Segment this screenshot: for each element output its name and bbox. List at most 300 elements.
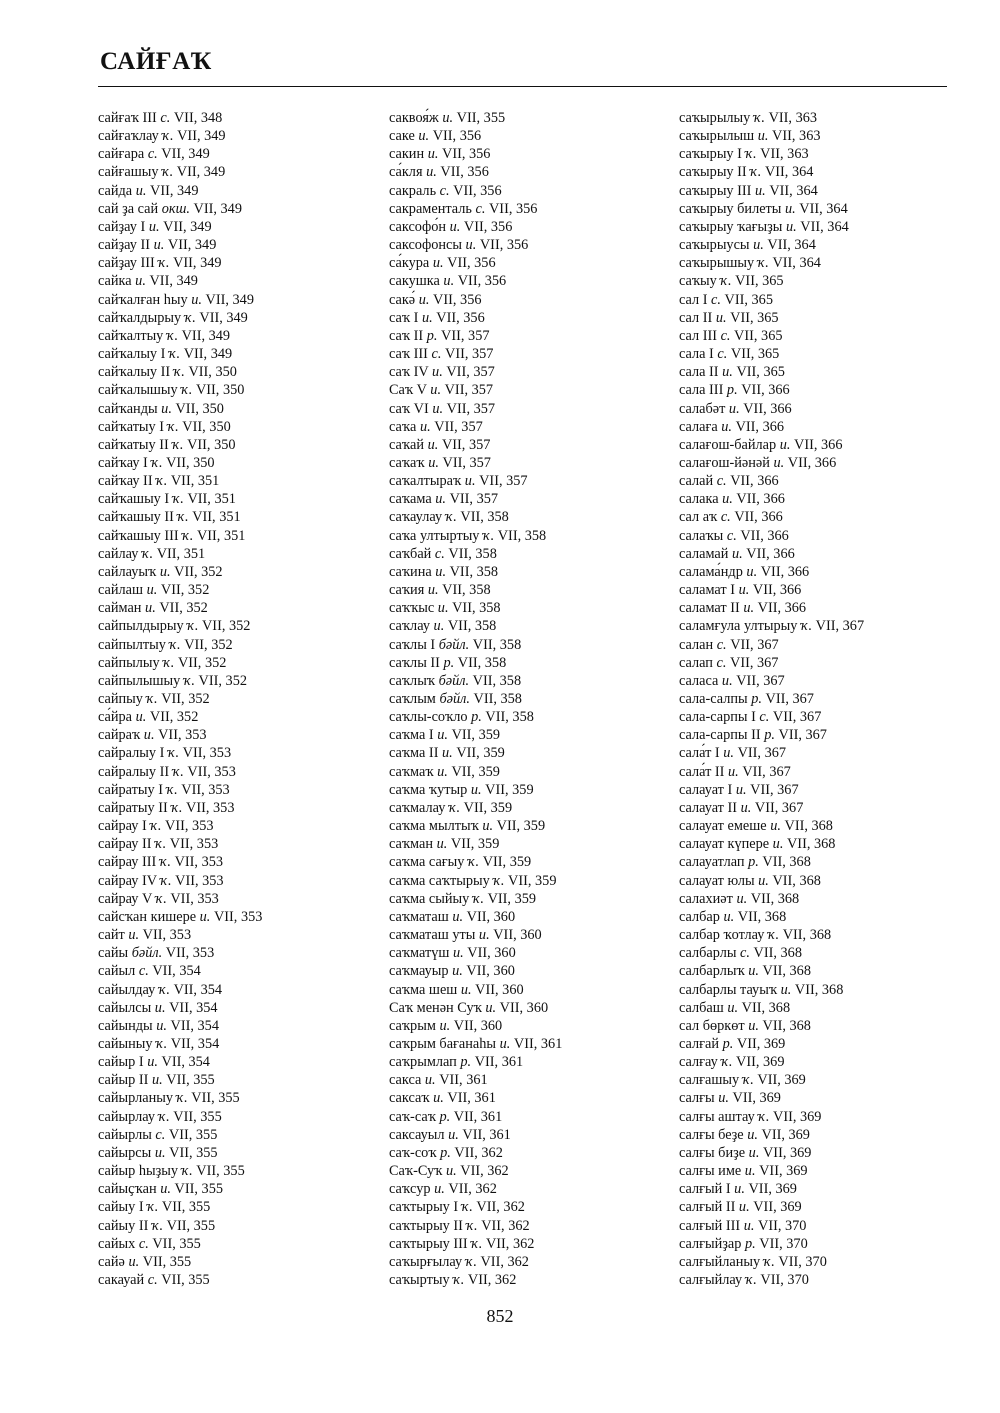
headword: сайыҫҡан bbox=[98, 1181, 157, 1198]
grammar-label: и. bbox=[443, 273, 455, 290]
dictionary-entry bbox=[679, 1089, 864, 1107]
grammar-label: ҡ. bbox=[493, 872, 505, 889]
dictionary-entry bbox=[679, 835, 864, 853]
volume-reference: VII, 359 bbox=[479, 854, 532, 871]
dictionary-entry bbox=[389, 291, 562, 309]
headword: сайрау II bbox=[98, 836, 152, 853]
grammar-label: ҡ. bbox=[171, 799, 183, 816]
headword: саҡрым бағанаһы bbox=[389, 1035, 497, 1052]
grammar-label: и. bbox=[722, 491, 733, 508]
dictionary-entry bbox=[98, 1217, 262, 1235]
headword: сайҡалдырыу bbox=[98, 309, 182, 326]
dictionary-entry bbox=[389, 145, 562, 163]
dictionary-entry bbox=[98, 436, 262, 454]
volume-reference: VII, 358 bbox=[456, 509, 509, 526]
headword: Саҡ V bbox=[389, 382, 427, 399]
grammar-label: и. bbox=[427, 146, 439, 163]
dictionary-entry bbox=[679, 272, 864, 290]
grammar-label: ҡ. bbox=[166, 327, 179, 344]
grammar-label: и. bbox=[445, 1163, 457, 1180]
headword: саҡина bbox=[389, 563, 432, 580]
headword: сайда bbox=[98, 182, 133, 199]
volume-reference: VII, 355 bbox=[187, 1090, 240, 1107]
headword: саҡматаш уты bbox=[389, 927, 476, 944]
dictionary-entry bbox=[679, 200, 864, 218]
volume-reference: VII, 369 bbox=[755, 1163, 808, 1180]
volume-reference: VII, 355 bbox=[157, 1272, 210, 1288]
headword: салабәт bbox=[679, 400, 726, 417]
dictionary-entry bbox=[389, 345, 562, 363]
grammar-label: и. bbox=[432, 255, 444, 272]
volume-reference: VII, 370 bbox=[754, 1217, 807, 1234]
headword: саҡырышыу bbox=[679, 255, 755, 272]
headword: саҡырыу II bbox=[679, 164, 747, 181]
grammar-label: ҡ. bbox=[472, 890, 484, 907]
headword: сала́т II bbox=[679, 763, 725, 780]
dictionary-entry bbox=[679, 636, 864, 654]
grammar-label: и. bbox=[460, 981, 472, 998]
dictionary-entry bbox=[98, 145, 262, 163]
grammar-label: ҡ. bbox=[173, 364, 185, 381]
grammar-label: с. bbox=[726, 527, 737, 544]
grammar-label: ҡ. bbox=[183, 672, 195, 689]
dictionary-entry bbox=[98, 1108, 262, 1126]
dictionary-entry bbox=[679, 436, 864, 454]
headword: сал бөркөт bbox=[679, 1017, 745, 1034]
dictionary-entry bbox=[389, 654, 562, 672]
volume-reference: VII, 352 bbox=[180, 636, 233, 653]
headword: саҡырыу ҡағыҙы bbox=[679, 218, 783, 235]
grammar-label: ҡ. bbox=[166, 781, 178, 798]
grammar-label: и. bbox=[434, 1181, 445, 1198]
dictionary-entry bbox=[98, 363, 262, 381]
headword: саҡма ҡутыр bbox=[389, 781, 468, 798]
headword: саҡматүш bbox=[389, 945, 450, 962]
dictionary-entry bbox=[679, 254, 864, 272]
dictionary-entry bbox=[679, 1198, 864, 1216]
dictionary-entry bbox=[98, 1235, 262, 1253]
headword: салахиәт bbox=[679, 890, 733, 907]
dictionary-entry bbox=[679, 472, 864, 490]
volume-reference: VII, 356 bbox=[429, 128, 482, 145]
headword: саҡырыу билеты bbox=[679, 200, 782, 217]
grammar-label: р. bbox=[764, 727, 775, 744]
headword: салаға bbox=[679, 418, 718, 435]
headword: сайпылтыу bbox=[98, 636, 166, 653]
headword: саҡаҡ bbox=[389, 454, 425, 471]
dictionary-entry bbox=[679, 400, 864, 418]
grammar-label: и. bbox=[199, 908, 211, 925]
headword: саҡмаҡ bbox=[389, 763, 434, 780]
grammar-label: ҡ. bbox=[172, 491, 184, 508]
volume-reference: VII, 360 bbox=[489, 927, 542, 944]
volume-reference: VII, 352 bbox=[198, 618, 251, 635]
dictionary-entry bbox=[98, 218, 262, 236]
grammar-label: и. bbox=[128, 1253, 140, 1270]
volume-reference: VII, 359 bbox=[484, 890, 537, 907]
volume-reference: VII, 350 bbox=[192, 382, 245, 399]
volume-reference: VII, 353 bbox=[179, 745, 232, 762]
dictionary-entry bbox=[98, 636, 262, 654]
grammar-label: ҡ. bbox=[181, 382, 193, 399]
dictionary-entry bbox=[679, 1108, 864, 1126]
volume-reference: VII, 358 bbox=[454, 654, 507, 671]
volume-reference: VII, 354 bbox=[148, 963, 201, 980]
dictionary-entry bbox=[98, 563, 262, 581]
volume-reference: VII, 354 bbox=[167, 1035, 220, 1052]
volume-reference: VII, 358 bbox=[446, 563, 499, 580]
dictionary-entry bbox=[98, 799, 262, 817]
volume-reference: VII, 369 bbox=[744, 1181, 797, 1198]
grammar-label: и. bbox=[465, 237, 477, 254]
headword: саҡтырыу III bbox=[389, 1235, 468, 1252]
volume-reference: VII, 369 bbox=[769, 1108, 822, 1125]
dictionary-entry bbox=[389, 1235, 562, 1253]
dictionary-entry bbox=[98, 599, 262, 617]
grammar-label: бәйл. bbox=[131, 945, 163, 962]
dictionary-entry bbox=[679, 454, 864, 472]
headword: салғый III bbox=[679, 1217, 741, 1234]
headword: сайә bbox=[98, 1253, 125, 1270]
volume-reference: VII, 366 bbox=[739, 400, 792, 417]
grammar-label: и. bbox=[437, 763, 448, 780]
headword: саҡ IV bbox=[389, 364, 429, 381]
volume-reference: VII, 364 bbox=[795, 200, 848, 217]
grammar-label: и. bbox=[135, 273, 146, 290]
grammar-label: и. bbox=[736, 890, 748, 907]
dictionary-entry bbox=[98, 890, 262, 908]
grammar-label: ҡ. bbox=[461, 1199, 473, 1216]
grammar-label: и. bbox=[721, 418, 732, 435]
dictionary-entry bbox=[679, 726, 864, 744]
dictionary-entry bbox=[98, 127, 262, 145]
volume-reference: VII, 367 bbox=[812, 618, 865, 635]
volume-reference: VII, 358 bbox=[438, 582, 491, 599]
volume-reference: VII, 363 bbox=[765, 110, 818, 126]
grammar-label: ҡ. bbox=[159, 854, 171, 871]
dictionary-entry bbox=[389, 418, 562, 436]
headword: саҡма сыйыу bbox=[389, 890, 470, 907]
headword: салауатлап bbox=[679, 854, 745, 871]
dictionary-entry bbox=[98, 1162, 262, 1180]
volume-reference: VII, 362 bbox=[450, 1144, 503, 1161]
volume-reference: VII, 353 bbox=[182, 799, 235, 816]
volume-reference: VII, 367 bbox=[738, 763, 791, 780]
headword: саҡрымлап bbox=[389, 1054, 457, 1071]
grammar-label: ҡ. bbox=[483, 527, 495, 544]
volume-reference: VII, 357 bbox=[430, 418, 483, 435]
headword: сайпылыу bbox=[98, 654, 160, 671]
volume-reference: VII, 366 bbox=[742, 545, 795, 562]
dictionary-entry bbox=[98, 327, 262, 345]
volume-reference: VII, 352 bbox=[174, 654, 227, 671]
headword: са́кля bbox=[389, 164, 423, 181]
headword: сайралыу II bbox=[98, 763, 170, 780]
grammar-label: ҡ. bbox=[169, 346, 181, 363]
grammar-label: ҡ. bbox=[150, 818, 162, 835]
headword: саҡма мылтыҡ bbox=[389, 818, 479, 835]
headword: сайралыу I bbox=[98, 745, 165, 762]
dictionary-entry bbox=[98, 109, 262, 127]
headword: сал аҡ bbox=[679, 509, 718, 526]
grammar-label: и. bbox=[746, 563, 758, 580]
volume-reference: VII, 365 bbox=[730, 327, 783, 344]
headword: сала́т I bbox=[679, 745, 720, 762]
headword: саҡырыусы bbox=[679, 237, 750, 254]
dictionary-entry bbox=[389, 636, 562, 654]
dictionary-entry bbox=[679, 799, 864, 817]
volume-reference: VII, 357 bbox=[441, 382, 494, 399]
dictionary-entry bbox=[98, 726, 262, 744]
dictionary-entry bbox=[98, 1198, 262, 1216]
volume-reference: VII, 365 bbox=[727, 346, 780, 363]
entry-column-2 bbox=[389, 109, 562, 1289]
headword: сайҡашыу III bbox=[98, 527, 179, 544]
dictionary-entry bbox=[389, 545, 562, 563]
grammar-label: р. bbox=[748, 854, 759, 871]
grammar-label: и. bbox=[159, 563, 171, 580]
dictionary-entry bbox=[389, 127, 562, 145]
dictionary-entry bbox=[98, 908, 262, 926]
headword: сала I bbox=[679, 346, 714, 363]
dictionary-entry bbox=[98, 1089, 262, 1107]
volume-reference: VII, 358 bbox=[494, 527, 547, 544]
volume-reference: VII, 366 bbox=[754, 600, 807, 617]
dictionary-entry bbox=[389, 454, 562, 472]
headword: саҡрым bbox=[389, 1017, 436, 1034]
grammar-label: и. bbox=[452, 963, 463, 980]
headword: сайырсы bbox=[98, 1144, 152, 1161]
headword: сала-сарпы I bbox=[679, 709, 756, 726]
grammar-label: ҡ. bbox=[172, 436, 184, 453]
volume-reference: VII, 355 bbox=[453, 110, 506, 126]
dictionary-entry bbox=[389, 890, 562, 908]
grammar-label: р. bbox=[744, 1235, 756, 1252]
volume-reference: VII, 358 bbox=[481, 709, 534, 726]
volume-reference: VII, 352 bbox=[157, 582, 210, 599]
grammar-label: и. bbox=[728, 763, 739, 780]
volume-reference: VII, 358 bbox=[469, 691, 522, 707]
headword: саламай bbox=[679, 545, 729, 562]
headword: салағош-йәнәй bbox=[679, 454, 770, 471]
volume-reference: VII, 360 bbox=[450, 1017, 503, 1034]
headword: салғыйҙар bbox=[679, 1235, 742, 1252]
volume-reference: VII, 356 bbox=[432, 309, 485, 326]
grammar-label: и. bbox=[721, 672, 733, 689]
grammar-label: и. bbox=[433, 1090, 444, 1107]
headword: саҡ VI bbox=[389, 400, 429, 417]
headword: салан bbox=[679, 636, 714, 653]
grammar-label: ҡ. bbox=[758, 1108, 770, 1125]
volume-reference: VII, 351 bbox=[183, 491, 236, 508]
volume-reference: VII, 353 bbox=[161, 818, 214, 835]
grammar-label: и. bbox=[723, 745, 734, 762]
grammar-label: и. bbox=[160, 1181, 171, 1198]
headword: сакса bbox=[389, 1072, 422, 1089]
volume-reference: VII, 349 bbox=[173, 128, 226, 145]
headword: сайҡау II bbox=[98, 473, 153, 490]
dictionary-entry bbox=[389, 799, 562, 817]
headword: салауат күпере bbox=[679, 836, 770, 853]
dictionary-entry bbox=[389, 981, 562, 999]
grammar-label: и. bbox=[435, 563, 447, 580]
grammar-label: ҡ. bbox=[182, 527, 194, 544]
grammar-label: с. bbox=[716, 636, 727, 653]
dictionary-entry bbox=[679, 490, 864, 508]
grammar-label: ҡ. bbox=[745, 1272, 757, 1288]
dictionary-entry bbox=[679, 708, 864, 726]
entry-column-3 bbox=[679, 109, 864, 1289]
grammar-label: и. bbox=[135, 709, 147, 726]
volume-reference: VII, 361 bbox=[458, 1126, 511, 1143]
volume-reference: VII, 364 bbox=[768, 255, 821, 272]
dictionary-entry bbox=[679, 563, 864, 581]
volume-reference: VII, 353 bbox=[139, 927, 192, 944]
grammar-label: и. bbox=[147, 1054, 158, 1071]
volume-reference: VII, 359 bbox=[504, 872, 557, 889]
headword: саламат I bbox=[679, 582, 735, 599]
dictionary-entry bbox=[98, 1035, 262, 1053]
dictionary-entry bbox=[98, 1180, 262, 1198]
grammar-label: бәйл. bbox=[439, 691, 470, 707]
grammar-label: и. bbox=[154, 999, 166, 1016]
volume-reference: VII, 352 bbox=[146, 709, 199, 726]
grammar-label: и. bbox=[779, 436, 791, 453]
grammar-label: ҡ. bbox=[471, 1235, 483, 1252]
headword: сайғаҡлау bbox=[98, 128, 159, 145]
headword: салауат II bbox=[679, 799, 738, 816]
dictionary-entry bbox=[98, 962, 262, 980]
volume-reference: VII, 353 bbox=[171, 854, 224, 871]
volume-reference: VII, 369 bbox=[753, 1072, 806, 1089]
headword: сайырланыу bbox=[98, 1090, 173, 1107]
volume-reference: VII, 369 bbox=[757, 1126, 810, 1143]
volume-reference: VII, 350 bbox=[184, 364, 237, 381]
headword: салағош-байлар bbox=[679, 436, 777, 453]
headword: саҡма I bbox=[389, 727, 434, 744]
dictionary-entry bbox=[98, 617, 262, 635]
dictionary-entry bbox=[98, 690, 262, 708]
headword: салбарлы тауыҡ bbox=[679, 981, 778, 998]
dictionary-entry bbox=[389, 254, 562, 272]
volume-reference: VII, 365 bbox=[731, 273, 784, 290]
grammar-label: и. bbox=[161, 400, 172, 417]
headword: салауат I bbox=[679, 781, 733, 798]
dictionary-entry bbox=[98, 345, 262, 363]
dictionary-entry bbox=[679, 944, 864, 962]
grammar-label: и. bbox=[448, 1126, 459, 1143]
headword: саҡлы-соҡло bbox=[389, 709, 468, 726]
dictionary-entry bbox=[98, 981, 262, 999]
volume-reference: VII, 366 bbox=[732, 418, 785, 435]
dictionary-entry bbox=[389, 563, 562, 581]
dictionary-entry bbox=[98, 490, 262, 508]
grammar-label: и. bbox=[784, 200, 796, 217]
dictionary-entry bbox=[679, 381, 864, 399]
headword: сайсҡан кишере bbox=[98, 908, 197, 925]
volume-reference: VII, 355 bbox=[162, 1072, 215, 1089]
headword: сайпылдырыу bbox=[98, 618, 184, 635]
grammar-label: с. bbox=[160, 110, 171, 126]
grammar-label: ҡ. bbox=[169, 636, 181, 653]
volume-reference: VII, 368 bbox=[780, 818, 833, 835]
dictionary-entry bbox=[679, 291, 864, 309]
volume-reference: VII, 367 bbox=[734, 745, 787, 762]
dictionary-entry bbox=[98, 1271, 262, 1289]
dictionary-entry bbox=[679, 309, 864, 327]
grammar-label: ҡ. bbox=[187, 618, 199, 635]
volume-reference: VII, 366 bbox=[784, 454, 837, 471]
dictionary-entry bbox=[679, 690, 864, 708]
volume-reference: VII, 359 bbox=[447, 836, 500, 853]
volume-reference: VII, 353 bbox=[154, 727, 207, 744]
dictionary-entry bbox=[389, 872, 562, 890]
dictionary-entry bbox=[98, 309, 262, 327]
volume-reference: VII, 356 bbox=[449, 182, 502, 199]
volume-reference: VII, 362 bbox=[464, 1272, 517, 1288]
headword: саҡлыҡ bbox=[389, 672, 435, 689]
volume-reference: VII, 368 bbox=[758, 1017, 811, 1034]
volume-reference: VII, 351 bbox=[193, 527, 246, 544]
grammar-label: р. bbox=[443, 654, 455, 671]
grammar-label: с. bbox=[434, 545, 445, 562]
grammar-label: с. bbox=[431, 346, 442, 363]
headword: саҡалтыраҡ bbox=[389, 473, 462, 490]
grammar-label: и. bbox=[426, 164, 437, 181]
headword: сай ҙа сай bbox=[98, 200, 159, 217]
headword: сайылдау bbox=[98, 981, 156, 998]
volume-reference: VII, 367 bbox=[732, 672, 785, 689]
dictionary-entry bbox=[679, 1162, 864, 1180]
grammar-label: и. bbox=[424, 1072, 436, 1089]
grammar-label: и. bbox=[744, 1163, 756, 1180]
grammar-label: и. bbox=[748, 1144, 760, 1161]
volume-reference: VII, 360 bbox=[496, 999, 549, 1016]
grammar-label: и. bbox=[432, 400, 444, 417]
grammar-label: и. bbox=[452, 908, 464, 925]
dictionary-entry bbox=[679, 672, 864, 690]
grammar-label: с. bbox=[720, 327, 731, 344]
headword: сайырлы bbox=[98, 1126, 152, 1143]
headword: сакушка bbox=[389, 273, 440, 290]
volume-reference: VII, 368 bbox=[758, 963, 811, 980]
grammar-label: ҡ. bbox=[763, 1253, 775, 1270]
dictionary-entry bbox=[389, 272, 562, 290]
grammar-label: ҡ. bbox=[720, 273, 732, 290]
headword: сайка bbox=[98, 273, 132, 290]
headword: сайрау I bbox=[98, 818, 147, 835]
headword: салғы аштау bbox=[679, 1108, 755, 1125]
volume-reference: VII, 352 bbox=[155, 600, 208, 617]
volume-reference: VII, 359 bbox=[448, 727, 501, 744]
headword: саҡлы II bbox=[389, 654, 440, 671]
dictionary-entry bbox=[679, 1035, 864, 1053]
grammar-label: и. bbox=[743, 600, 755, 617]
grammar-label: ҡ. bbox=[146, 691, 158, 707]
grammar-label: и. bbox=[770, 818, 781, 835]
grammar-label: и. bbox=[449, 218, 461, 235]
headword: саламғула ултырыу bbox=[679, 618, 798, 635]
volume-reference: VII, 363 bbox=[756, 146, 809, 163]
grammar-label: ҡ. bbox=[468, 854, 480, 871]
headword: саҡма шеш bbox=[389, 981, 458, 998]
dictionary-entry bbox=[389, 1253, 562, 1271]
headword: сайыу II bbox=[98, 1217, 149, 1234]
volume-reference: VII, 355 bbox=[158, 1199, 211, 1216]
headword: саҡырыу III bbox=[679, 182, 752, 199]
dictionary-entry bbox=[389, 1053, 562, 1071]
grammar-label: с. bbox=[439, 182, 450, 199]
